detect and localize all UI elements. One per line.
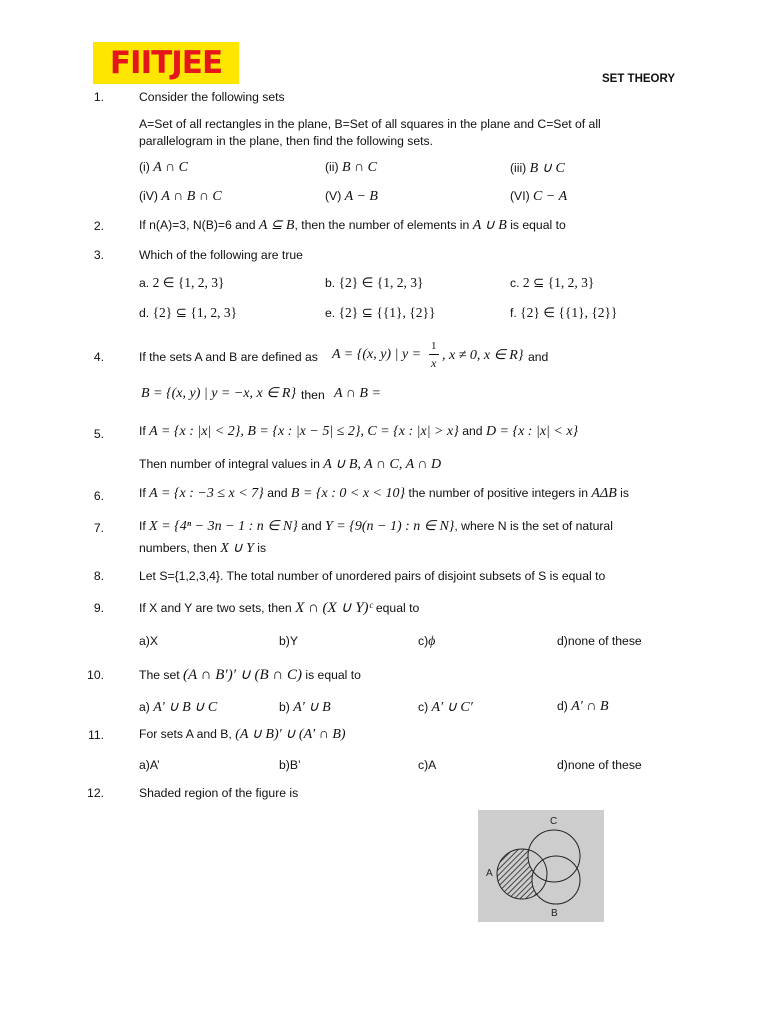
q5-subtext: Then number of integral values in A ∪ B, A ∩ C, A ∩ D (139, 457, 442, 472)
q1-line2: parallelogram in the plane, then find the following sets. (139, 134, 434, 148)
q4-set-b: B = {(x, y) | y = −x, x ∈ R} (141, 386, 297, 401)
q6-number: 6. (93, 489, 104, 503)
q1-text: Consider the following sets (139, 90, 285, 104)
q2-number: 2. (93, 219, 104, 233)
q10-text: The set (A ∩ B′)′ ∪ (B ∩ C) is equal to (139, 667, 361, 683)
q3-option-f: f. {2} ∈ {{1}, {2}} (510, 305, 618, 320)
q3-text: Which of the following are true (139, 248, 303, 262)
q10-option-a: a) A′ ∪ B ∪ C (139, 700, 218, 715)
q3-option-b: b. {2} ∈ {1, 2, 3} (325, 275, 424, 290)
q4-ask: A ∩ B = (334, 386, 381, 401)
q1-number: 1. (93, 90, 104, 104)
q4-number: 4. (93, 350, 104, 364)
q10-option-c: c) A′ ∪ C′ (418, 700, 473, 715)
page-title: SET THEORY (602, 73, 676, 85)
q4-set-a: A = {(x, y) | y = (332, 347, 422, 362)
q3-number: 3. (93, 248, 104, 262)
venn-diagram (478, 810, 604, 922)
q9-option-b: b)Y (279, 634, 298, 648)
q3-option-c: c. 2 ⊆ {1, 2, 3} (510, 275, 595, 290)
q1-option-4: (iV) A ∩ B ∩ C (139, 189, 222, 204)
fiitjee-logo: FIITJEE (93, 42, 239, 84)
label-b: B (551, 908, 558, 919)
label-c: C (550, 816, 558, 827)
q1-option-1: (i) A ∩ C (139, 160, 188, 175)
q6-text: If A = {x : −3 ≤ x < 7} and B = {x : 0 < x < 10} the number of positive integers in AΔB is (139, 486, 629, 501)
q1-line1: A=Set of all rectangles in the plane, B=Set of all squares in the plane and C=Set of all (139, 117, 601, 131)
q9-text: If X and Y are two sets, then X ∩ (X ∪ Y)ᶜ equal to (139, 600, 420, 616)
q3-option-e: e. {2} ⊆ {{1}, {2}} (325, 305, 436, 320)
label-a: A (486, 868, 493, 879)
q10-number: 10. (87, 668, 104, 682)
q11-number: 11. (87, 728, 104, 742)
q9-option-d: d)none of these (557, 634, 642, 648)
q8-number: 8. (93, 569, 104, 583)
q12-text: Shaded region of the figure is (139, 786, 299, 800)
q3-option-d: d. {2} ⊆ {1, 2, 3} (139, 305, 238, 320)
q7-number: 7. (93, 521, 104, 535)
q1-option-2: (ii) B ∩ C (325, 160, 377, 175)
q9-number: 9. (93, 601, 104, 615)
q3-option-a: a. 2 ∈ {1, 2, 3} (139, 275, 225, 290)
q4-then: then (301, 388, 325, 402)
q11-option-a: a)A’ (139, 758, 160, 772)
q4-set-a-cond: , x ≠ 0, x ∈ R} (442, 348, 524, 363)
q1-option-6: (VI) C − A (510, 189, 568, 204)
q1-option-5: (V) A − B (325, 189, 378, 204)
q10-option-d: d) A′ ∩ B (557, 699, 609, 714)
q8-text: Let S={1,2,3,4}. The total number of unordered pairs of disjoint subsets of S is equal to (139, 569, 606, 583)
q5-text: If A = {x : |x| < 2}, B = {x : |x − 5| ≤ 2}, C = {x : |x| > x} and D = {x : |x| < x} (139, 424, 579, 439)
q11-option-b: b)B’ (279, 758, 301, 772)
q12-number: 12. (87, 786, 104, 800)
q9-option-c: c)ϕ (418, 634, 436, 649)
q10-option-b: b) A′ ∪ B (279, 700, 331, 715)
q9-option-a: a)X (139, 634, 158, 648)
q2-text: If n(A)=3, N(B)=6 and A ⊆ B, then the number of elements in A ∪ B is equal to (139, 218, 566, 233)
venn-diagram-figure (478, 810, 604, 922)
q5-number: 5. (93, 427, 104, 441)
q11-text: For sets A and B, (A ∪ B)′ ∪ (A′ ∩ B) (139, 727, 346, 742)
q1-option-3: (iii) B ∪ C (510, 161, 565, 176)
q7-text-2: numbers, then X ∪ Y is (139, 541, 267, 556)
q11-option-c: c)A (418, 758, 437, 772)
q4-and: and (528, 350, 549, 364)
q7-text: If X = {4ⁿ − 3n − 1 : n ∈ N} and Y = {9(n − 1) : n ∈ N}, where N is the set of natural (139, 519, 613, 534)
q4-text: If the sets A and B are defined as (139, 350, 318, 364)
q11-option-d: d)none of these (557, 758, 642, 772)
q4-frac-num: 1 (431, 340, 437, 352)
q4-frac-bar (429, 354, 439, 355)
q4-frac-den: x (431, 356, 437, 370)
